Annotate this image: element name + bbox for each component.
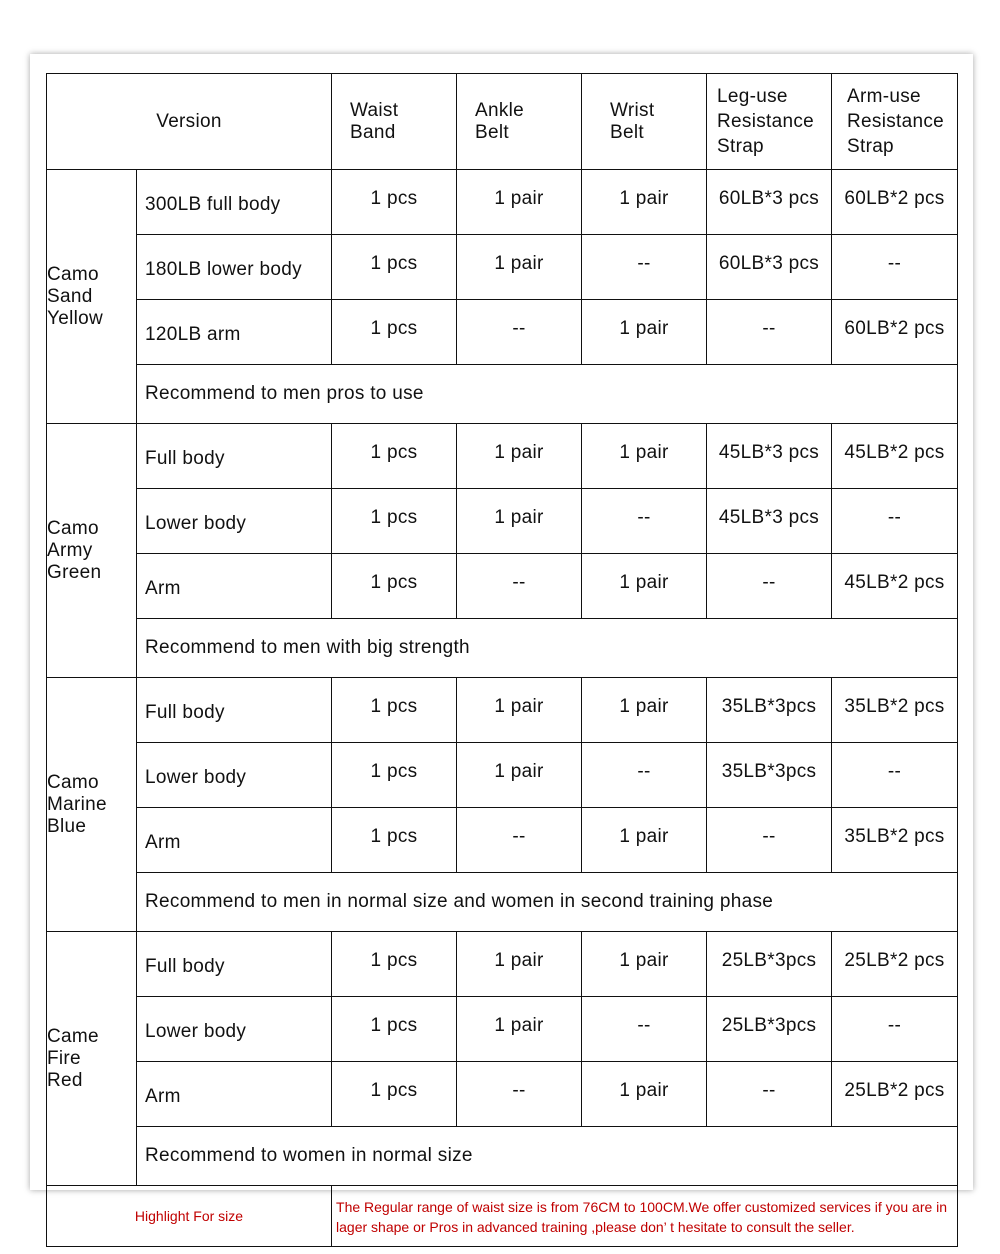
wrist-cell: 1 pair — [582, 554, 707, 619]
leg-cell: 60LB*3 pcs — [707, 235, 832, 300]
arm-cell: 60LB*2 pcs — [832, 170, 958, 235]
group-name: Camo Marine Blue — [47, 678, 137, 932]
table-row — [47, 932, 958, 997]
version-cell: Full body — [137, 424, 332, 489]
wrist-cell: -- — [582, 997, 707, 1062]
leg-cell: 60LB*3 pcs — [707, 170, 832, 235]
version-cell: Full body — [137, 678, 332, 743]
arm-cell: -- — [832, 743, 958, 808]
header-arm-strap: Arm-use Resistance Strap — [832, 74, 958, 170]
ankle-cell: -- — [457, 808, 582, 873]
table-row — [47, 678, 958, 743]
wrist-cell: 1 pair — [582, 424, 707, 489]
ankle-cell: -- — [457, 300, 582, 365]
version-cell: Lower body — [137, 743, 332, 808]
arm-cell: 60LB*2 pcs — [832, 300, 958, 365]
version-cell: Lower body — [137, 997, 332, 1062]
ankle-cell: 1 pair — [457, 678, 582, 743]
version-cell: 180LB lower body — [137, 235, 332, 300]
waist-cell: 1 pcs — [332, 170, 457, 235]
waist-cell: 1 pcs — [332, 678, 457, 743]
waist-cell: 1 pcs — [332, 743, 457, 808]
leg-cell: 35LB*3pcs — [707, 678, 832, 743]
header-ankle-belt: Ankle Belt — [457, 74, 582, 170]
arm-cell: 35LB*2 pcs — [832, 678, 958, 743]
ankle-cell: 1 pair — [457, 424, 582, 489]
ankle-cell: 1 pair — [457, 932, 582, 997]
version-cell: Arm — [137, 554, 332, 619]
leg-cell: -- — [707, 808, 832, 873]
arm-cell: 25LB*2 pcs — [832, 1062, 958, 1127]
wrist-cell: 1 pair — [582, 1062, 707, 1127]
header-row — [47, 74, 958, 170]
waist-cell: 1 pcs — [332, 932, 457, 997]
leg-cell: 35LB*3pcs — [707, 743, 832, 808]
arm-cell: -- — [832, 997, 958, 1062]
header-wrist-belt: Wrist Belt — [582, 74, 707, 170]
ankle-cell: 1 pair — [457, 170, 582, 235]
table-row — [47, 235, 958, 300]
arm-cell: 35LB*2 pcs — [832, 808, 958, 873]
waist-cell: 1 pcs — [332, 300, 457, 365]
waist-cell: 1 pcs — [332, 997, 457, 1062]
table-row — [47, 997, 958, 1062]
leg-cell: 25LB*3pcs — [707, 997, 832, 1062]
wrist-cell: -- — [582, 235, 707, 300]
table-row — [47, 424, 958, 489]
wrist-cell: 1 pair — [582, 300, 707, 365]
header-version: Version — [47, 74, 332, 170]
version-cell: Arm — [137, 1062, 332, 1127]
version-cell: Lower body — [137, 489, 332, 554]
ankle-cell: -- — [457, 554, 582, 619]
waist-cell: 1 pcs — [332, 1062, 457, 1127]
recommend-row — [47, 1127, 958, 1186]
table-row — [47, 170, 958, 235]
waist-cell: 1 pcs — [332, 554, 457, 619]
table-row — [47, 300, 958, 365]
table-row — [47, 808, 958, 873]
arm-cell: -- — [832, 235, 958, 300]
table-row — [47, 489, 958, 554]
header-leg-strap: Leg-use Resistance Strap — [707, 74, 832, 170]
waist-cell: 1 pcs — [332, 808, 457, 873]
wrist-cell: 1 pair — [582, 932, 707, 997]
group-name: Came Fire Red — [47, 932, 137, 1186]
version-cell: Full body — [137, 932, 332, 997]
recommend-row — [47, 619, 958, 678]
recommend-text: Recommend to men pros to use — [137, 365, 958, 424]
table-row — [47, 743, 958, 808]
size-note: The Regular range of waist size is from 76CM to 100CM.We offer customized services if you are in lager shape or Pros in advanced training ,please don’ t hesitate to consult the seller. — [332, 1186, 958, 1247]
header-waist-band: Waist Band — [332, 74, 457, 170]
group-name: Camo Sand Yellow — [47, 170, 137, 424]
wrist-cell: 1 pair — [582, 808, 707, 873]
leg-cell: -- — [707, 1062, 832, 1127]
wrist-cell: 1 pair — [582, 678, 707, 743]
ankle-cell: 1 pair — [457, 997, 582, 1062]
recommend-row — [47, 873, 958, 932]
group-name: Camo Army Green — [47, 424, 137, 678]
recommend-text: Recommend to men in normal size and women in second training phase — [137, 873, 958, 932]
wrist-cell: 1 pair — [582, 170, 707, 235]
ankle-cell: -- — [457, 1062, 582, 1127]
ankle-cell: 1 pair — [457, 489, 582, 554]
footer-row — [47, 1186, 958, 1247]
version-cell: 120LB arm — [137, 300, 332, 365]
leg-cell: -- — [707, 300, 832, 365]
table-row — [47, 1062, 958, 1127]
leg-cell: 45LB*3 pcs — [707, 489, 832, 554]
table-row — [47, 554, 958, 619]
leg-cell: 25LB*3pcs — [707, 932, 832, 997]
version-cell: Arm — [137, 808, 332, 873]
version-cell: 300LB full body — [137, 170, 332, 235]
ankle-cell: 1 pair — [457, 235, 582, 300]
arm-cell: 25LB*2 pcs — [832, 932, 958, 997]
highlight-label: Highlight For size — [47, 1186, 332, 1247]
recommend-text: Recommend to women in normal size — [137, 1127, 958, 1186]
arm-cell: 45LB*2 pcs — [832, 554, 958, 619]
ankle-cell: 1 pair — [457, 743, 582, 808]
waist-cell: 1 pcs — [332, 424, 457, 489]
leg-cell: 45LB*3 pcs — [707, 424, 832, 489]
spec-table — [46, 73, 958, 1247]
waist-cell: 1 pcs — [332, 235, 457, 300]
arm-cell: 45LB*2 pcs — [832, 424, 958, 489]
leg-cell: -- — [707, 554, 832, 619]
wrist-cell: -- — [582, 743, 707, 808]
wrist-cell: -- — [582, 489, 707, 554]
recommend-text: Recommend to men with big strength — [137, 619, 958, 678]
recommend-row — [47, 365, 958, 424]
waist-cell: 1 pcs — [332, 489, 457, 554]
arm-cell: -- — [832, 489, 958, 554]
